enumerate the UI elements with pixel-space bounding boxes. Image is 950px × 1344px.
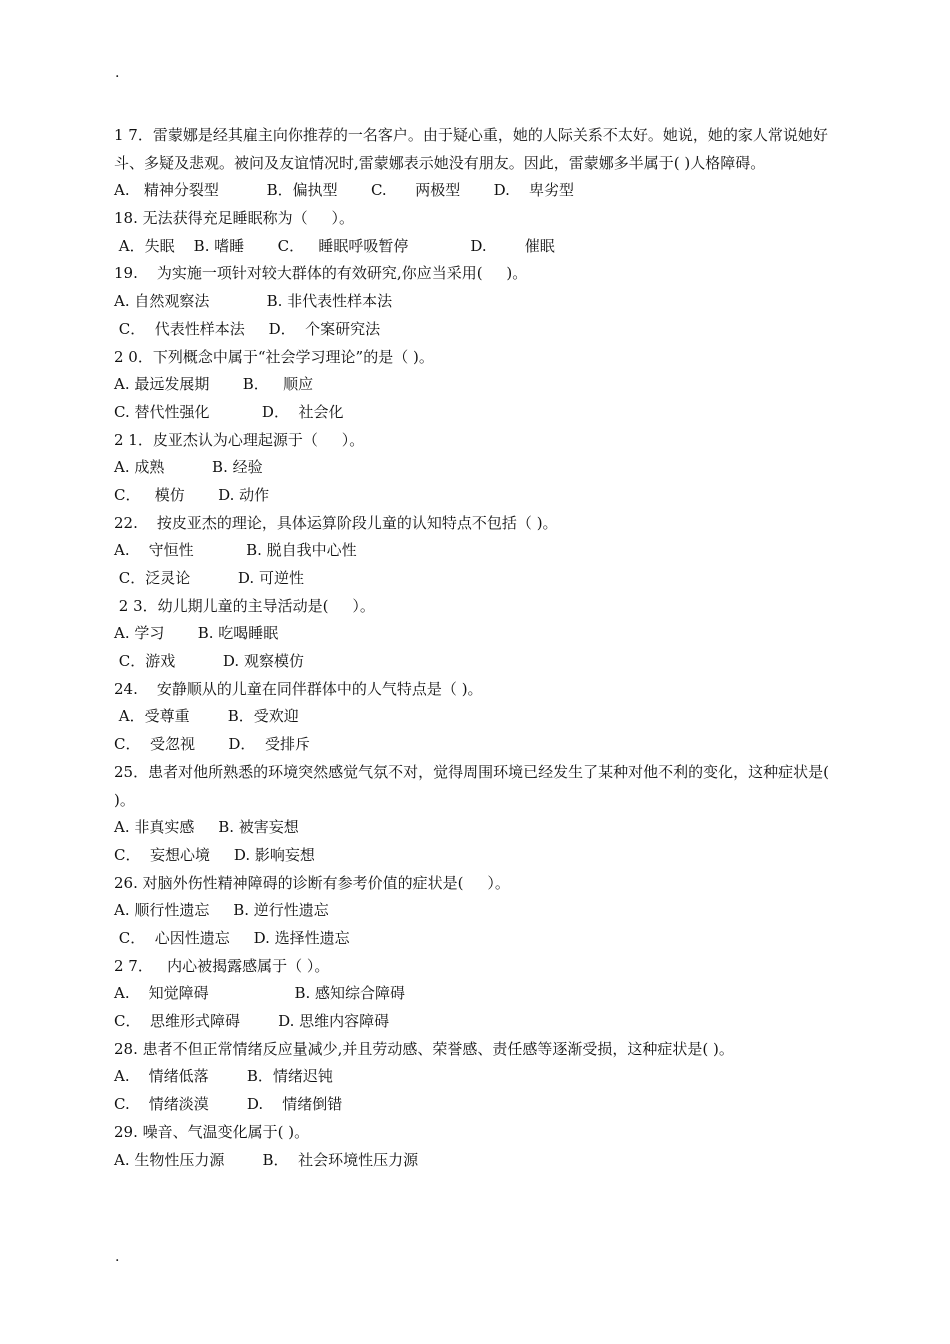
question-25-options-ab: A. 非真实感 B. 被害妄想	[114, 818, 299, 837]
question-29-stem: 29. 噪音、气温变化属于( )。	[114, 1122, 310, 1141]
question-23-options-cd: C．游戏 D. 观察模仿	[114, 652, 304, 671]
question-25-stem: 25．患者对他所熟悉的环境突然感觉气氛不对，觉得周围环境已经发生了某种对他不利的变化，这种症状是( )。	[114, 762, 829, 809]
question-22-options-cd: C．泛灵论 D. 可逆性	[114, 569, 304, 588]
question-20-options-ab: A. 最远发展期 B． 顺应	[114, 375, 314, 394]
question-18-stem: 18. 无法获得充足睡眠称为（ ）。	[114, 209, 354, 228]
question-27-options-cd: C． 思维形式障碍 D. 思维内容障碍	[114, 1012, 390, 1031]
question-20-stem: 2 0．下列概念中属于“社会学习理论”的是（ )。	[114, 347, 434, 366]
header-mark: .	[115, 65, 120, 81]
question-24-options-ab: A．受尊重 B．受欢迎	[114, 707, 299, 726]
question-20-options-cd: C. 替代性强化 D． 社会化	[114, 402, 344, 421]
question-19-stem: 19. 为实施一项针对较大群体的有效研究,你应当采用( )。	[114, 264, 528, 283]
question-19-options-cd: C． 代表性样本法 D． 个案研究法	[114, 319, 381, 338]
question-23-options-ab: A. 学习 B. 吃喝睡眠	[114, 624, 279, 643]
question-list	[114, 122, 844, 1174]
question-21-stem: 2 1．皮亚杰认为心理起源于（ ）。	[114, 430, 365, 449]
question-26-options-ab: A. 顺行性遗忘 B. 逆行性遗忘	[114, 901, 329, 920]
question-27-stem: 2 7． 内心被揭露感属于（ ）。	[114, 956, 330, 975]
question-28-options-ab: A. 情绪低落 B．情绪迟钝	[114, 1067, 333, 1086]
question-18-options: A．失眠 B. 嗜睡 C． 睡眠呼吸暂停 D. 催眠	[114, 236, 555, 255]
question-29-options-ab: A. 生物性压力源 B． 社会环境性压力源	[114, 1150, 419, 1169]
question-24-stem: 24. 安静顺从的儿童在同伴群体中的人气特点是（ )。	[114, 679, 483, 698]
question-19-options-ab: A. 自然观察法 B. 非代表性样本法	[114, 292, 393, 311]
question-27-options-ab: A. 知觉障碍 B. 感知综合障碍	[114, 984, 406, 1003]
question-28-options-cd: C. 情绪淡漠 D. 情绪倒错	[114, 1095, 343, 1114]
question-28-stem: 28. 患者不但正常情绪反应量减少,并且劳动感、荣誉感、责任感等逐渐受损，这种症状是( )。	[114, 1039, 734, 1058]
question-25-options-cd: C． 妄想心境 D. 影响妄想	[114, 845, 315, 864]
question-23-stem: 2 3．幼儿期儿童的主导活动是( ）。	[114, 596, 375, 615]
question-17-stem: 1 7．雷蒙娜是经其雇主向你推荐的一名客户。由于疑心重，她的人际关系不太好。她说，她的家人常说她好斗、多疑及悲观。被问及友谊情况时,雷蒙娜表示她没有朋友。因此，雷蒙娜多半属于( )人格障碍。	[114, 126, 828, 172]
question-24-options-cd: C． 受忽视 D． 受排斥	[114, 735, 310, 754]
question-22-stem: 22. 按皮亚杰的理论，具体运算阶段儿童的认知特点不包括（ )。	[114, 513, 558, 532]
question-26-options-cd: C． 心因性遗忘 D. 选择性遗忘	[114, 929, 350, 947]
question-21-options-ab: A. 成熟 B. 经验	[114, 458, 263, 477]
footer-mark: .	[115, 1249, 120, 1265]
question-26-stem: 26. 对脑外伤性精神障碍的诊断有参考价值的症状是( ）。	[114, 873, 510, 892]
question-17-options: A. 精神分裂型 B．偏执型 C. 两极型 D. 卑劣型	[114, 181, 575, 200]
question-22-options-ab: A. 守恒性 B. 脱自我中心性	[114, 541, 357, 560]
question-21-options-cd: C． 模仿 D. 动作	[114, 485, 270, 504]
